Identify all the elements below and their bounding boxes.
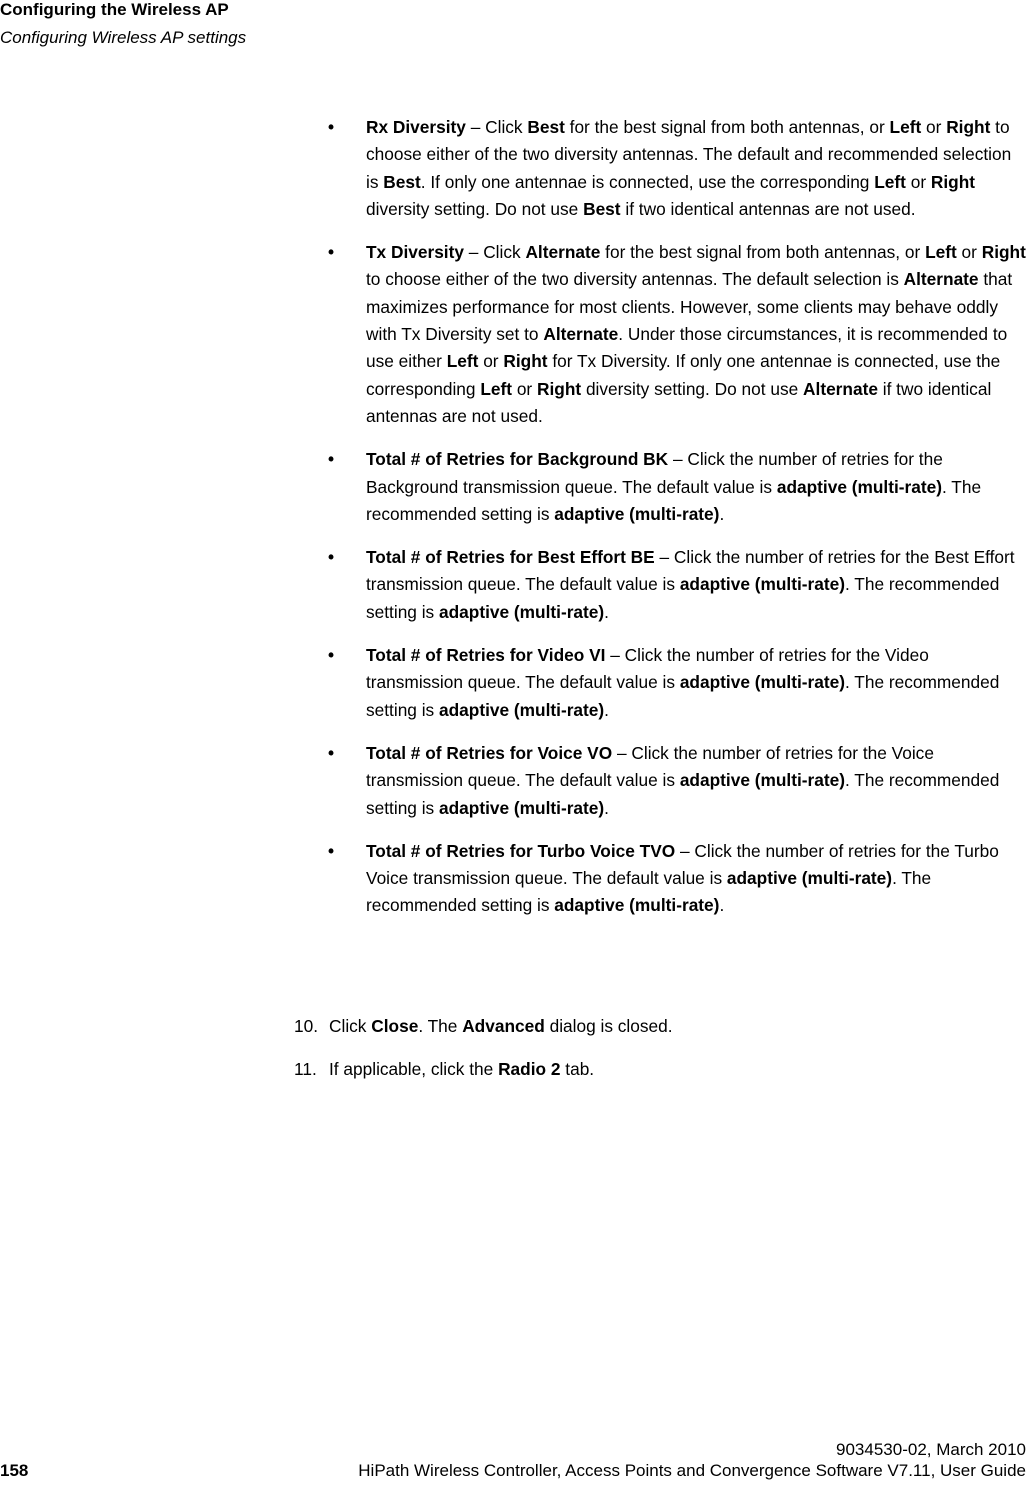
- bold-term: Total # of Retries for Turbo Voice TVO: [366, 840, 676, 861]
- bold-term: Advanced: [462, 1016, 545, 1036]
- bullet-dot-icon: •: [328, 645, 335, 666]
- bold-term: adaptive (multi-rate): [776, 476, 943, 497]
- bold-term: Right: [503, 351, 548, 372]
- bold-term: Left: [925, 242, 957, 263]
- page-header: [0, 0, 246, 48]
- page-footer: [0, 1439, 1026, 1481]
- bold-term: adaptive (multi-rate): [726, 868, 893, 889]
- step-list: [294, 1013, 1024, 1100]
- bold-term: Best: [527, 117, 565, 137]
- bold-term: Radio 2: [498, 1059, 561, 1080]
- bold-term: Best: [383, 171, 421, 192]
- bold-term: Total # of Retries for Best Effort BE: [366, 547, 655, 568]
- bold-term: adaptive (multi-rate): [679, 672, 845, 693]
- bold-term: Close: [371, 1016, 419, 1036]
- bold-term: Total # of Retries for Background BK: [366, 449, 669, 470]
- bold-term: adaptive (multi-rate): [679, 574, 845, 595]
- bold-term: Alternate: [803, 378, 878, 399]
- bullet-item: • Total # of Retries for Background BK – Click the number of retries for the Background transmission queue. The default value is adaptive (multi-rate). The recommended setting is adaptive (multi-rate).: [366, 446, 1026, 528]
- bullet-dot-icon: •: [328, 547, 335, 568]
- bold-term: adaptive (multi-rate): [554, 503, 720, 524]
- bold-term: Left: [874, 171, 906, 192]
- bold-term: Left: [480, 378, 513, 399]
- bold-term: Total # of Retries for Voice VO: [366, 742, 613, 763]
- bullet-item: • Total # of Retries for Video VI – Click the number of retries for the Video transmission queue. The default value is adaptive (multi-rate). The recommended setting is adaptive (multi-rate).: [366, 642, 1026, 724]
- bold-term: Total # of Retries for Video VI: [366, 645, 606, 666]
- bold-term: adaptive (multi-rate): [439, 797, 605, 818]
- bold-term: Rx Diversity: [366, 117, 466, 137]
- bold-term: Right: [981, 242, 1026, 263]
- bold-term: adaptive (multi-rate): [439, 699, 605, 720]
- bold-term: Tx Diversity: [366, 242, 464, 263]
- bullet-item: • Total # of Retries for Turbo Voice TVO – Click the number of retries for the Turbo Voice transmission queue. The default value is adaptive (multi-rate). The recommended setting is adaptive (multi-rate).: [366, 838, 1026, 920]
- step-item: 10. Click Close. The Advanced dialog is closed.: [294, 1013, 1024, 1040]
- step-item: 11. If applicable, click the Radio 2 tab.: [294, 1056, 1024, 1083]
- bullet-item: • Tx Diversity – Click Alternate for the best signal from both antennas, or Left or Right to choose either of the two diversity antennas. The default selection is Alternate that maximizes performance for most clients. However, some clients may behave oddly with Tx Diversity set to Alternate. Under those circumstances, it is recommended to use either Left or Right for Tx Diversity. If only one antennae is connected, use the corresponding Left or Right diversity setting. Do not use Alternate if two identical antennas are not used.: [366, 239, 1026, 430]
- bullet-list: [328, 114, 1026, 936]
- bold-term: Right: [930, 171, 976, 192]
- bold-term: adaptive (multi-rate): [439, 601, 605, 622]
- bullet-dot-icon: •: [328, 117, 335, 137]
- doc-title: HiPath Wireless Controller, Access Points and Convergence Software V7.11, User Guide: [358, 1461, 1026, 1480]
- step-number: 11.: [294, 1059, 317, 1080]
- bullet-item: • Total # of Retries for Voice VO – Click the number of retries for the Voice transmission queue. The default value is adaptive (multi-rate). The recommended setting is adaptive (multi-rate).: [366, 740, 1026, 822]
- bullet-dot-icon: •: [328, 840, 335, 861]
- bold-term: Alternate: [903, 269, 979, 290]
- bold-term: adaptive (multi-rate): [554, 895, 720, 916]
- bullet-dot-icon: •: [328, 242, 335, 263]
- bold-term: Right: [946, 117, 991, 137]
- step-number: 10.: [294, 1016, 319, 1036]
- bullet-item: • Rx Diversity – Click Best for the best signal from both antennas, or Left or Right to choose either of the two diversity antennas. The default and recommended selection is Best. If only one antennae is connected, use the corresponding Left or Right diversity setting. Do not use Best if two identical antennas are not used.: [366, 114, 1026, 223]
- chapter-title: Configuring the Wireless AP: [0, 0, 229, 19]
- doc-number: 9034530-02, March 2010: [836, 1440, 1026, 1459]
- bold-term: Alternate: [543, 324, 619, 345]
- bold-term: adaptive (multi-rate): [679, 770, 845, 791]
- bullet-item: • Total # of Retries for Best Effort BE – Click the number of retries for the Best Effort transmission queue. The default value is adaptive (multi-rate). The recommended setting is adaptive (multi-rate).: [366, 544, 1026, 626]
- section-subtitle: Configuring Wireless AP settings: [0, 28, 247, 47]
- bold-term: Right: [536, 378, 582, 399]
- bold-term: Left: [889, 117, 922, 137]
- bullet-dot-icon: •: [328, 742, 335, 763]
- bold-term: Alternate: [525, 242, 601, 263]
- page-number: 158: [0, 1461, 29, 1480]
- bullet-dot-icon: •: [328, 449, 335, 470]
- bold-term: Left: [446, 351, 479, 372]
- bold-term: Best: [583, 198, 621, 219]
